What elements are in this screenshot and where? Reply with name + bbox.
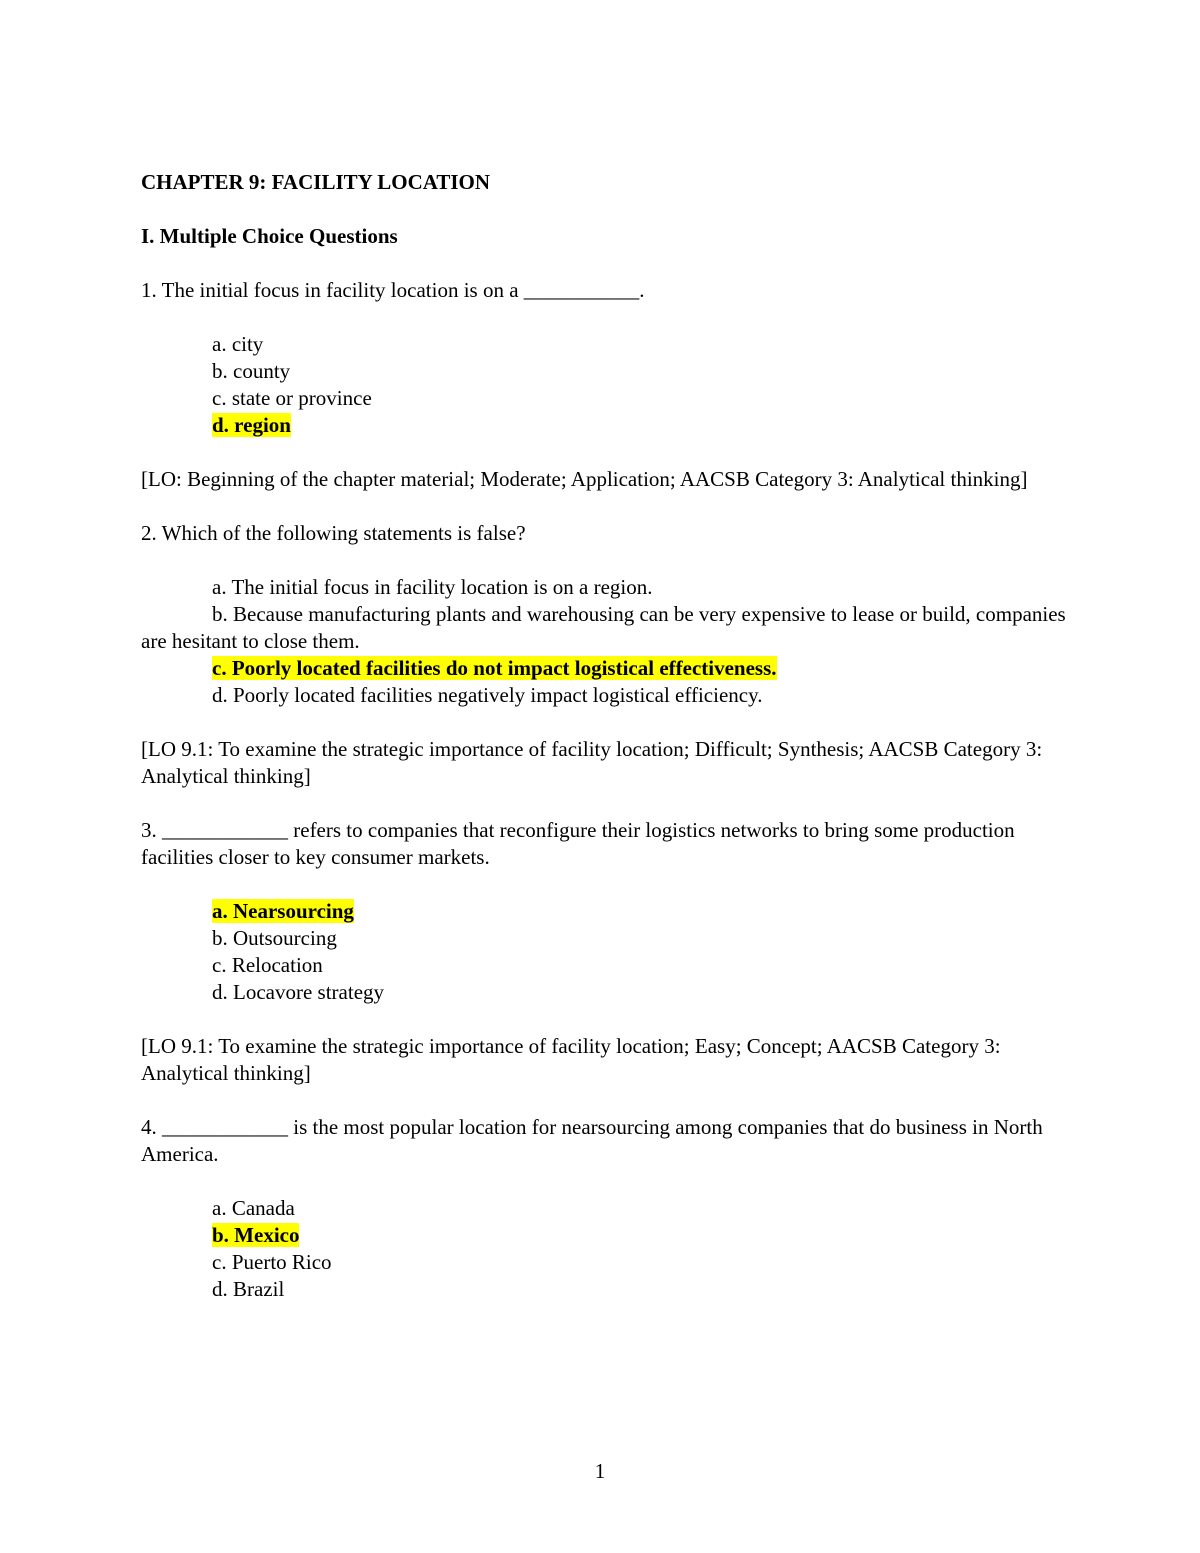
option-c: c. Puerto Rico: [212, 1250, 332, 1274]
page-number: 1: [594, 1459, 606, 1483]
learning-objective-meta: [LO 9.1: To examine the strategic importance of facility location; Easy; Concept; AACSB Category 3: Analytical thinking]: [141, 1034, 1001, 1085]
answer-highlight: b. Mexico: [212, 1223, 300, 1247]
correct-option-c: [141, 655, 1071, 682]
learning-objective-meta: [LO: Beginning of the chapter material; Moderate; Application; AACSB Category 3: Analytical thinking]: [141, 467, 1028, 491]
option-list: [141, 1195, 1071, 1303]
option-d: d. Brazil: [212, 1277, 285, 1301]
section-title: I. Multiple Choice Questions: [141, 224, 398, 248]
question-4: [141, 1114, 1071, 1303]
answer-highlight: a. Nearsourcing: [212, 899, 354, 923]
option-list: [141, 898, 1071, 1006]
option-d: d. Locavore strategy: [212, 980, 385, 1004]
question-stem: 2. Which of the following statements is false?: [141, 521, 526, 545]
question-1: [141, 277, 1071, 493]
answer-highlight: d. region: [212, 413, 291, 437]
stem-text: 4.: [141, 1115, 162, 1139]
page-content: [141, 169, 1071, 1303]
correct-option-b: [141, 1222, 1071, 1249]
stem-text: is the most popular location for nearsourcing among companies that do business in North America.: [141, 1115, 1043, 1166]
learning-objective-meta: [LO 9.1: To examine the strategic importance of facility location; Difficult; Synthesis; AACSB Category 3: Analytical thinking]: [141, 737, 1043, 788]
option-c: c. state or province: [212, 386, 372, 410]
option-list: [141, 331, 1071, 439]
correct-option-d: [141, 412, 1071, 439]
question-2: [141, 520, 1071, 790]
option-a: a. The initial focus in facility location is on a region.: [212, 575, 653, 599]
option-c: c. Relocation: [212, 953, 323, 977]
stem-text: .: [639, 278, 645, 302]
answer-blank: ____________: [162, 818, 288, 842]
option-d: d. Poorly located facilities negatively impact logistical efficiency.: [212, 683, 763, 707]
question-stem: [141, 277, 1071, 304]
stem-text: refers to companies that reconfigure their logistics networks to bring some production facilities closer to key consumer markets.: [141, 818, 1015, 869]
question-stem: [141, 1114, 1071, 1168]
answer-blank: ____________: [162, 1115, 288, 1139]
stem-text: 1. The initial focus in facility location is on a: [141, 278, 524, 302]
stem-text: 3.: [141, 818, 162, 842]
option-b: b. Because manufacturing plants and warehousing can be very expensive to lease or build, companies are hesitant to close them.: [141, 602, 1066, 653]
option-b: b. Outsourcing: [212, 926, 337, 950]
option-a: a. city: [212, 332, 264, 356]
question-stem: [141, 817, 1071, 871]
correct-option-a: [141, 898, 1071, 925]
option-list: [141, 574, 1071, 709]
answer-highlight: c. Poorly located facilities do not impact logistical effectiveness.: [212, 656, 777, 680]
answer-blank: ___________: [523, 278, 640, 302]
option-a: a. Canada: [212, 1196, 295, 1220]
chapter-title: CHAPTER 9: FACILITY LOCATION: [141, 170, 491, 194]
question-3: [141, 817, 1071, 1087]
option-b: b. county: [212, 359, 291, 383]
